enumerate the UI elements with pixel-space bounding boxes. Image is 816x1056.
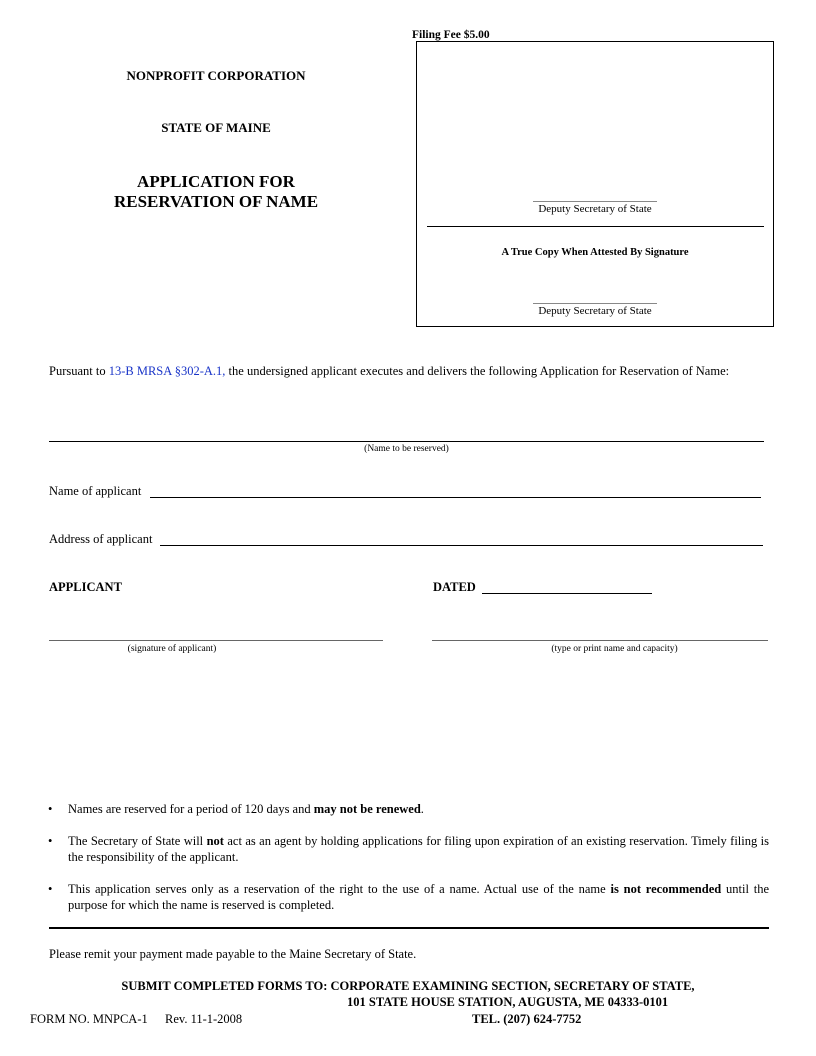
- submit-line-2: 101 STATE HOUSE STATION, AUGUSTA, ME 04333-0101: [347, 995, 669, 1009]
- filing-box-divider: [427, 226, 764, 227]
- bullet-icon: •: [48, 834, 53, 848]
- print-name-field[interactable]: [432, 640, 768, 641]
- intro-pre: Pursuant to: [49, 364, 109, 378]
- name-reserved-line[interactable]: [49, 441, 764, 442]
- print-name-label: (type or print name and capacity): [551, 644, 678, 654]
- applicant-address-field[interactable]: [160, 545, 763, 546]
- state-heading: STATE OF MAINE: [161, 120, 271, 135]
- applicant-address-label: Address of applicant: [49, 532, 153, 546]
- corp-type-heading: NONPROFIT CORPORATION: [126, 68, 306, 83]
- statute-link[interactable]: 13-B MRSA §302-A.1,: [108, 364, 226, 378]
- telephone: TEL. (207) 624-7752: [472, 1012, 582, 1026]
- deputy-signature-line-2: [533, 303, 657, 304]
- form-title-line1: APPLICATION FOR: [137, 172, 295, 191]
- applicant-name-field[interactable]: [150, 497, 761, 498]
- form-revision: Rev. 11-1-2008: [165, 1012, 243, 1026]
- name-reserved-label: (Name to be reserved): [364, 444, 449, 454]
- note-item: • Names are reserved for a period of 120 days and may not be renewed.: [48, 802, 424, 816]
- deputy-label-1: Deputy Secretary of State: [538, 203, 652, 215]
- signature-label: (signature of applicant): [127, 644, 217, 654]
- filing-fee: Filing Fee $5.00: [412, 29, 490, 41]
- deputy-signature-line-1: [533, 201, 657, 202]
- note-item: • The Secretary of State will not act as an agent by holding applications for filing upon expiration of an existing reservation. Timely filing is the responsibility of the applicant.: [48, 834, 769, 864]
- deputy-label-2: Deputy Secretary of State: [538, 305, 652, 317]
- form-title-line2: RESERVATION OF NAME: [113, 192, 319, 211]
- applicant-name-label: Name of applicant: [49, 484, 142, 498]
- note-item: • This application serves only as a reservation of the right to the use of a name. Actual use of the name is not recommended until the purpose for which the name is reserved is completed.: [48, 882, 769, 912]
- intro-post: the undersigned applicant executes and delivers the following Application for Reservation of Name:: [225, 364, 730, 378]
- remit-text: Please remit your payment made payable to the Maine Secretary of State.: [49, 947, 417, 961]
- dated-field[interactable]: [482, 593, 652, 594]
- bullet-icon: •: [48, 882, 53, 896]
- footer-divider: [49, 927, 769, 929]
- true-copy-label: A True Copy When Attested By Signature: [501, 247, 689, 258]
- form-number: FORM NO. MNPCA-1: [30, 1012, 148, 1026]
- applicant-heading: APPLICANT: [49, 580, 122, 594]
- submit-line-1: SUBMIT COMPLETED FORMS TO: CORPORATE EXAMINING SECTION, SECRETARY OF STATE,: [121, 979, 695, 993]
- intro-paragraph: [49, 363, 769, 379]
- dated-label: DATED: [433, 580, 476, 594]
- filing-stamp-box: [416, 41, 774, 327]
- bullet-icon: •: [48, 802, 53, 816]
- signature-field[interactable]: [49, 640, 383, 641]
